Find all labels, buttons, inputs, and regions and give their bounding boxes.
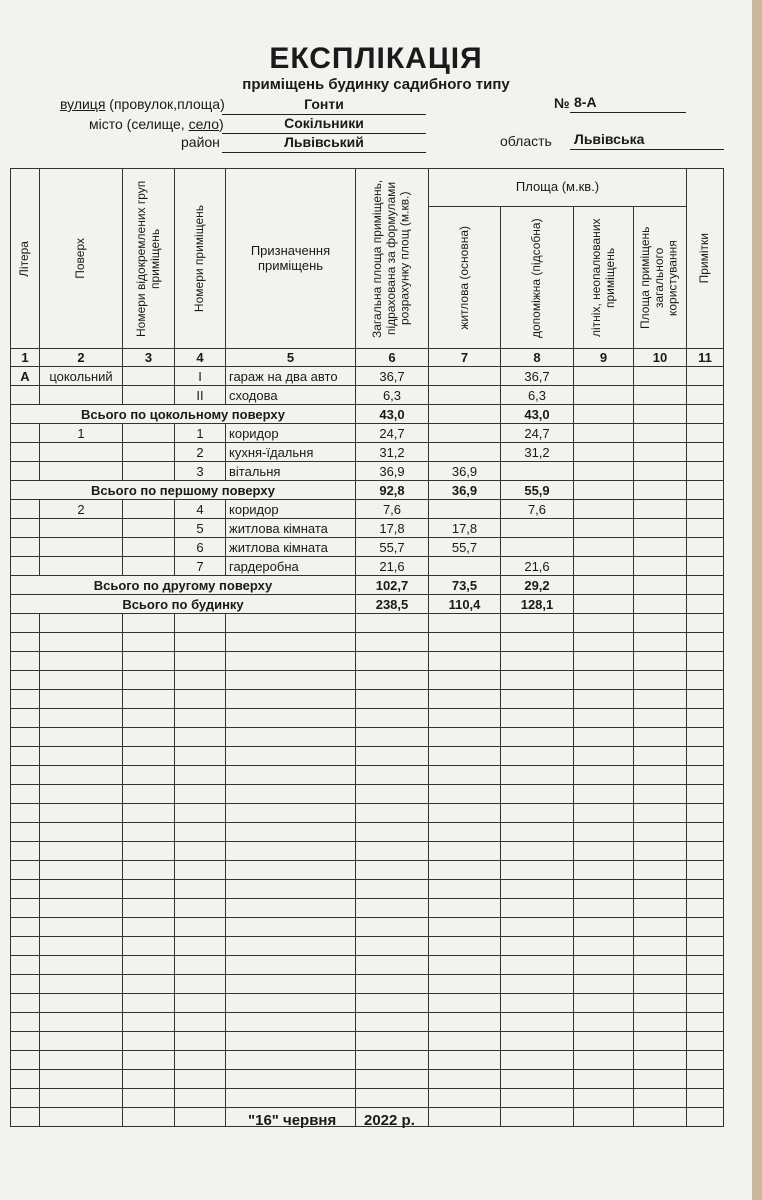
table-row: 3 вітальня 36,9 36,9: [11, 462, 724, 481]
empty-row: [11, 956, 724, 975]
header-common: Площа приміщень загального користування: [634, 207, 687, 349]
empty-row: [11, 823, 724, 842]
empty-row: [11, 861, 724, 880]
table-row: 2 кухня-їдальня 31,2 31,2: [11, 443, 724, 462]
empty-row: [11, 1013, 724, 1032]
header-living: житлова (основна): [429, 207, 501, 349]
document-title: ЕКСПЛІКАЦІЯ: [269, 42, 483, 75]
summary-row: Всього по цокольному поверху 43,0 43,0: [11, 405, 724, 424]
table-row: А цокольний I гараж на два авто 36,7 36,7: [11, 367, 724, 386]
empty-row: [11, 747, 724, 766]
table-row: 1 1 коридор 24,7 24,7: [11, 424, 724, 443]
header-summer: літніх, неопалюваних приміщень: [574, 207, 634, 349]
empty-row: [11, 899, 724, 918]
number-value: 8-А: [570, 94, 686, 113]
empty-row: [11, 880, 724, 899]
street-label: вулиця (провулок,площа): [60, 96, 225, 112]
header-litera: Літера: [11, 169, 40, 349]
empty-row: [11, 975, 724, 994]
table-row: 5 житлова кімната 17,8 17,8: [11, 519, 724, 538]
header-groups: Номери відокремлених груп приміщень: [123, 169, 175, 349]
summary-row: Всього по другому поверху 102,7 73,5 29,2: [11, 576, 724, 595]
explication-table: [10, 168, 724, 1127]
header-total-area: Загальна площа приміщень, підрахована за формулами розрахунку площ (м.кв.): [356, 169, 429, 349]
header-purpose: Призначення приміщень: [226, 169, 356, 349]
number-label: №: [554, 95, 570, 111]
header-area-group: Площа (м.кв.): [429, 169, 687, 207]
empty-row: [11, 652, 724, 671]
empty-row: [11, 785, 724, 804]
empty-row: [11, 1051, 724, 1070]
empty-row: [11, 1089, 724, 1108]
district-value: Львівський: [222, 134, 426, 153]
date-month: червня: [283, 1112, 337, 1129]
empty-row: [11, 994, 724, 1013]
empty-row: [11, 728, 724, 747]
region-value: Львівська: [570, 131, 724, 150]
empty-row: [11, 1070, 724, 1089]
column-numbers-row: 1 2 3 4 5 6 7 8 9 10 11: [11, 349, 724, 367]
table-row: 6 житлова кімната 55,7 55,7: [11, 538, 724, 557]
summary-row: Всього по будинку 238,5 110,4 128,1: [11, 595, 724, 614]
header-auxiliary: допоміжна (підсобна): [501, 207, 574, 349]
summary-row: Всього по першому поверху 92,8 36,9 55,9: [11, 481, 724, 500]
table-row: 2 4 коридор 7,6 7,6: [11, 500, 724, 519]
header-rooms: Номери приміщень: [175, 169, 226, 349]
city-value: Сокільники: [222, 115, 426, 134]
empty-row: [11, 918, 724, 937]
empty-row: [11, 633, 724, 652]
table-row: II сходова 6,3 6,3: [11, 386, 724, 405]
empty-row: [11, 766, 724, 785]
header-notes: Примітки: [687, 169, 724, 349]
table-row: 7 гардеробна 21,6 21,6: [11, 557, 724, 576]
empty-row: [11, 614, 724, 633]
empty-row: [11, 842, 724, 861]
date-year: 2022 р.: [364, 1112, 415, 1129]
date-day: "16": [248, 1112, 279, 1129]
header-floor: Поверх: [40, 169, 123, 349]
city-label: місто (селище, село): [89, 116, 224, 132]
region-label: область: [500, 133, 552, 149]
document-subtitle: приміщень будинку садибного типу: [242, 76, 510, 93]
empty-row: [11, 709, 724, 728]
empty-row: [11, 671, 724, 690]
empty-row: [11, 690, 724, 709]
street-value: Гонти: [222, 96, 426, 115]
empty-row: [11, 937, 724, 956]
page-edge: [752, 0, 762, 1200]
district-label: район: [181, 134, 220, 150]
empty-row: [11, 1032, 724, 1051]
empty-row: [11, 804, 724, 823]
